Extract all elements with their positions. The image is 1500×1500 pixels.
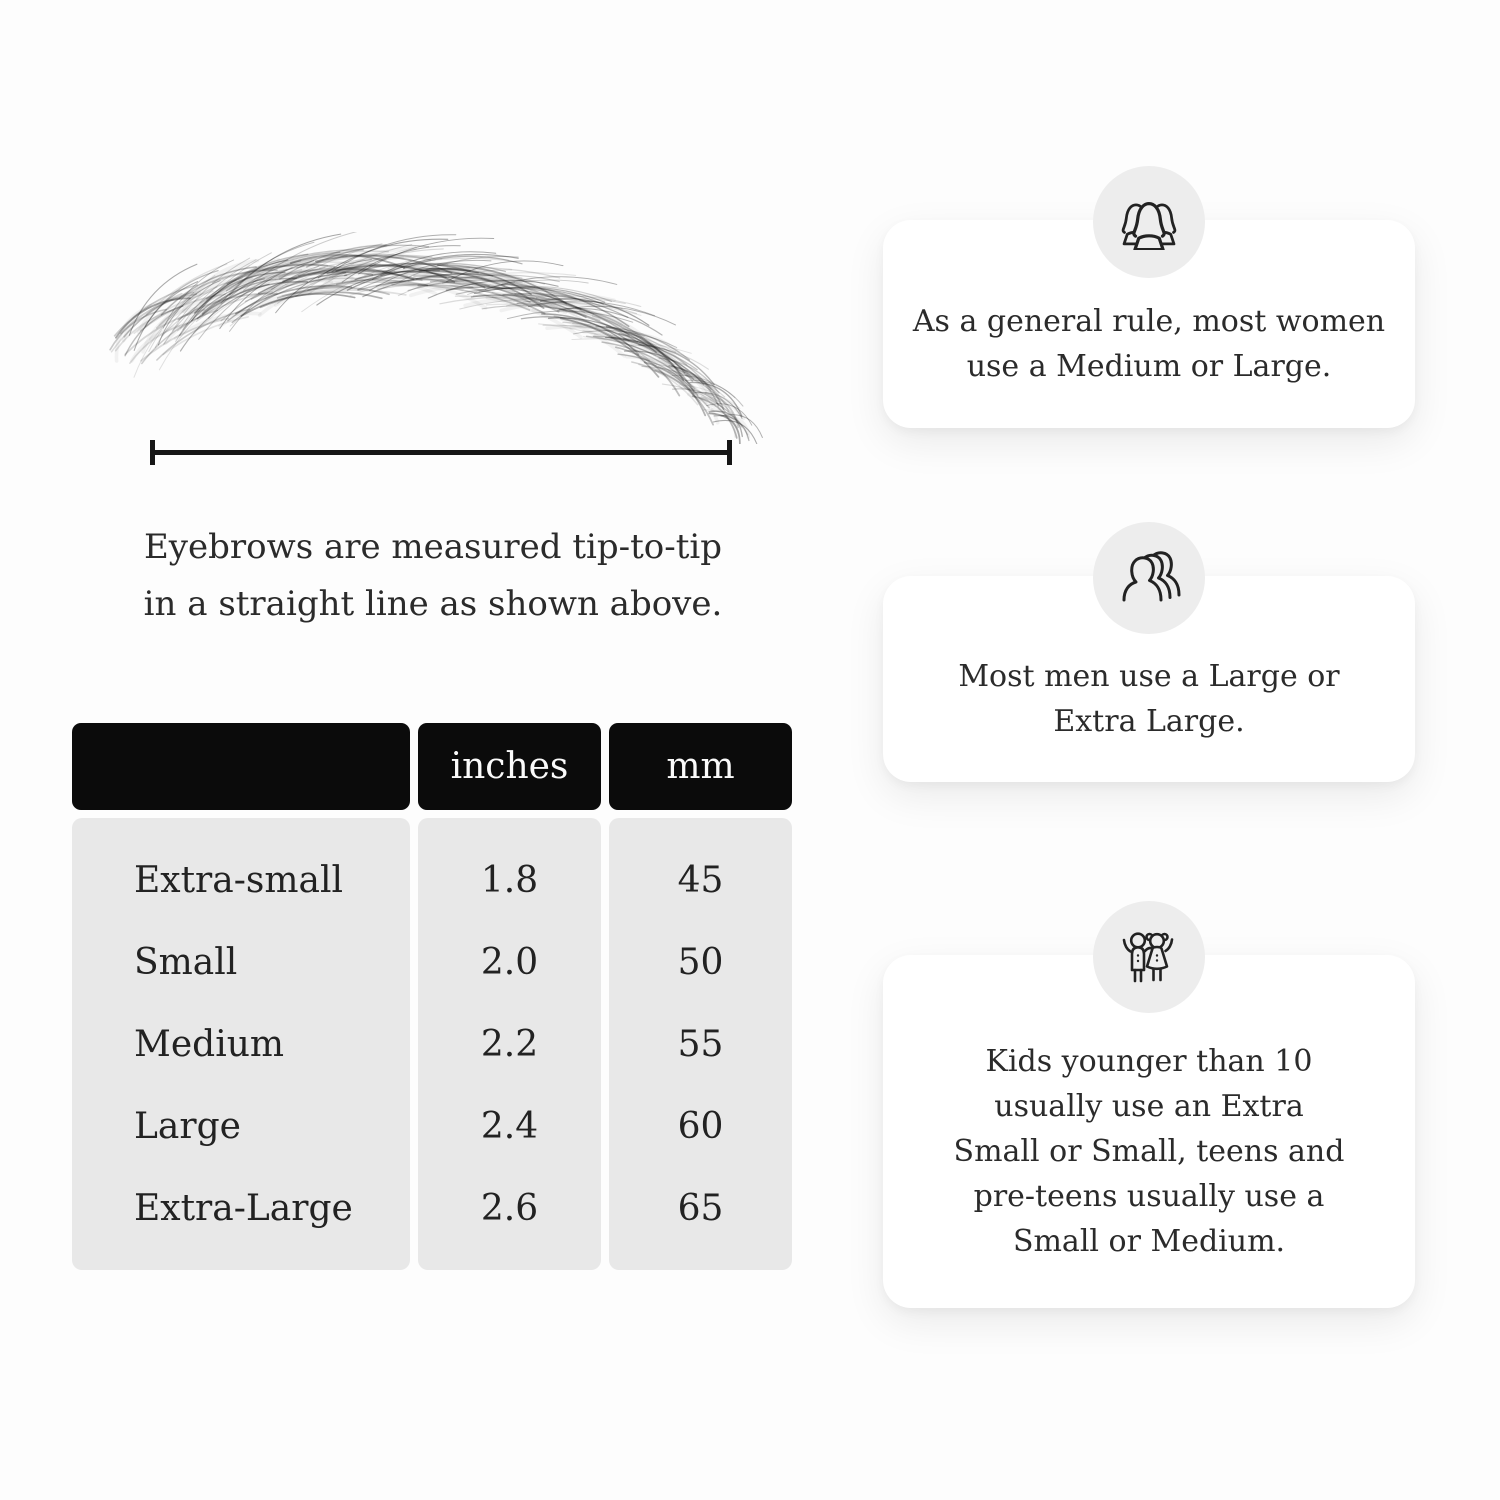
table-row-label: Extra-Large bbox=[134, 1187, 353, 1229]
table-row-label: Medium bbox=[134, 1023, 285, 1065]
info-card-women bbox=[883, 220, 1415, 428]
kids-icon bbox=[1116, 928, 1182, 986]
table-cell-inches: 1.8 bbox=[480, 859, 539, 901]
table-cell-inches: 2.6 bbox=[480, 1187, 539, 1229]
table-row-label: Large bbox=[134, 1105, 241, 1147]
card-text-men bbox=[958, 654, 1339, 744]
card-text-women bbox=[913, 299, 1385, 389]
table-cell-inches: 2.4 bbox=[480, 1105, 539, 1147]
caption-line-1: Eyebrows are measured tip-to-tip bbox=[143, 527, 723, 567]
table-header-inches: inches bbox=[418, 723, 601, 810]
info-card-kids bbox=[883, 955, 1415, 1308]
table-cell-inches: 2.0 bbox=[480, 941, 539, 983]
table-column-mm bbox=[609, 818, 792, 1270]
table-row-label: Small bbox=[134, 941, 238, 983]
table-row-label: Extra-small bbox=[134, 859, 343, 901]
table-cell-inches: 2.2 bbox=[480, 1023, 539, 1065]
info-card-men bbox=[883, 576, 1415, 782]
card-text-line: Small or Small, teens and bbox=[953, 1134, 1345, 1169]
measurement-line bbox=[150, 440, 732, 465]
table-cell-mm: 65 bbox=[677, 1187, 724, 1229]
card-text-line: Most men use a Large or bbox=[958, 659, 1340, 694]
measurement-caption bbox=[72, 519, 794, 633]
size-table-body bbox=[72, 818, 792, 1270]
card-text-line: pre-teens usually use a bbox=[973, 1179, 1325, 1214]
table-cell-mm: 55 bbox=[677, 1023, 724, 1065]
men-group-icon bbox=[1116, 550, 1182, 606]
card-text-line: Kids younger than 10 bbox=[985, 1044, 1313, 1079]
men-badge bbox=[1093, 522, 1205, 634]
caption-line-2: in a straight line as shown above. bbox=[143, 584, 723, 624]
table-header-mm: mm bbox=[609, 723, 792, 810]
size-table-header-row bbox=[72, 723, 792, 810]
table-cell-mm: 50 bbox=[677, 941, 724, 983]
card-text-line: Extra Large. bbox=[1053, 704, 1245, 739]
table-column-inches bbox=[418, 818, 601, 1270]
table-header-size bbox=[72, 723, 410, 810]
women-group-icon bbox=[1117, 194, 1181, 250]
card-text-line: usually use an Extra bbox=[994, 1089, 1304, 1124]
size-table bbox=[72, 723, 792, 1270]
kids-badge bbox=[1093, 901, 1205, 1013]
card-text-line: Small or Medium. bbox=[1012, 1224, 1286, 1259]
table-cell-mm: 60 bbox=[677, 1105, 724, 1147]
card-text-line: As a general rule, most women bbox=[912, 304, 1386, 339]
women-badge bbox=[1093, 166, 1205, 278]
table-column-sizes bbox=[72, 818, 410, 1270]
table-cell-mm: 45 bbox=[677, 859, 724, 901]
eyebrow-illustration bbox=[108, 232, 768, 444]
card-text-kids bbox=[954, 1039, 1345, 1264]
card-text-line: use a Medium or Large. bbox=[966, 349, 1332, 384]
